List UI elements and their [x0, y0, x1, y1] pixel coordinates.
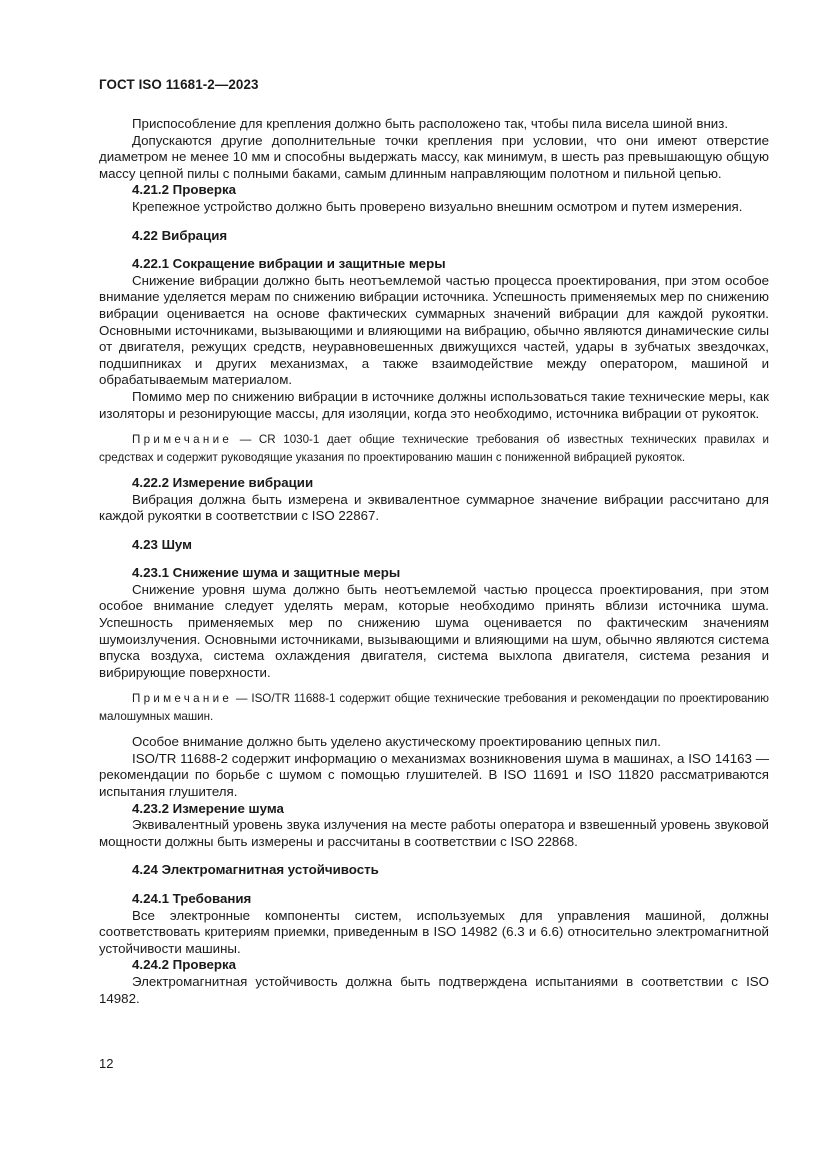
- paragraph: Помимо мер по снижению вибрации в источнике должны использоваться такие технические меры, как изоляторы и резонирующие массы, для изоляции, когда это необходимо, источника вибрации от рукояток.: [99, 388, 769, 421]
- note-text: — ISO/TR 11688-1 содержит общие технические требования и рекомендации по проектированию малошумных машин.: [99, 692, 769, 723]
- paragraph: Все электронные компоненты систем, используемых для управления машиной, должны соответствовать критериям приемки, приведенным в ISO 14982 (6.3 и 6.6) относительно электромагнитной устойчивости машины.: [99, 907, 769, 956]
- section-heading-4-22-2: 4.22.2 Измерение вибрации: [132, 474, 314, 490]
- note-label: Примечание: [132, 692, 233, 706]
- section-heading-4-23: 4.23 Шум: [132, 536, 192, 552]
- section-heading-4-24: 4.24 Электромагнитная устойчивость: [132, 862, 379, 878]
- section-heading-4-24-2: 4.24.2 Проверка: [132, 957, 237, 973]
- paragraph: ISO/TR 11688-2 содержит информацию о механизмах возникновения шума в машинах, а ISO 14163 — рекомендации по борьбе с шумом с помощью глушителей. В ISO 11691 и ISO 11820 рассматриваются испытания глушителя.: [99, 750, 769, 800]
- paragraph: Снижение уровня шума должно быть неотъемлемой частью процесса проектирования, при этом особое внимание следует уделять мерам, которые необходимо принять вблизи источника шума. Успешность применяемых мер по снижению шума оценивается по фактическим значениям шумоизлучения. Основными источниками, вызывающими и влияющими на шум, обычно являются система впуска воздуха, система охлаждения двигателя, система выхлопа двигателя, система резания и вибрирующие поверхности.: [99, 581, 769, 680]
- section-heading-4-24-1: 4.24.1 Требования: [132, 891, 252, 906]
- section-heading-4-21-2: 4.21.2 Проверка: [132, 182, 237, 198]
- paragraph: Вибрация должна быть измерена и эквивалентное суммарное значение вибрации рассчитано для каждой рукоятки в соответствии с ISO 22867.: [99, 491, 769, 524]
- document-body: [99, 116, 769, 1007]
- paragraph: Снижение вибрации должно быть неотъемлемой частью процесса проектирования, при этом особое внимание уделяется мерам по снижению вибрации источника. Успешность применяемых мер по снижению вибрации оценивается на основе фактических суммарных значений вибрации для каждой рукоятки. Основными источниками, вызывающими и влияющими на вибрацию, обычно являются динамические силы от двигателя, режущих средств, неуравновешенных движущихся частей, удары в зубчатых звездочках, подшипниках и других механизмах, а также взаимодействие между оператором, машиной и обрабатываемым материалом.: [99, 272, 769, 388]
- note-label: Примечание: [132, 433, 233, 447]
- paragraph: Крепежное устройство должно быть проверено визуально внешним осмотром и путем измерения.: [132, 198, 743, 214]
- note: [99, 690, 769, 725]
- note-text: — CR 1030-1 дает общие технические требования об известных технических правилах и средствах и содержит руководящие указания по проектированию машин с пониженной вибрацией рукояток.: [99, 433, 769, 464]
- section-heading-4-23-1: 4.23.1 Снижение шума и защитные меры: [132, 565, 401, 581]
- paragraph: Особое внимание должно быть уделено акустическому проектированию цепных пил.: [132, 734, 661, 750]
- document-header: ГОСТ ISO 11681-2—2023: [99, 77, 259, 92]
- paragraph: Приспособление для крепления должно быть расположено так, чтобы пила висела шиной вниз.: [132, 116, 729, 131]
- note: [99, 431, 769, 466]
- paragraph: Электромагнитная устойчивость должна быть подтверждена испытаниями в соответствии с ISO 14982.: [99, 973, 769, 1006]
- paragraph: Допускаются другие дополнительные точки крепления при условии, что они имеют отверстие диаметром не менее 10 мм и способны выдержать массу, как минимум, в шесть раз превышающую общую массу цепной пилы с полными баками, самым длинным направляющим полотном и пильной цепью.: [99, 132, 769, 181]
- section-heading-4-23-2: 4.23.2 Измерение шума: [132, 800, 284, 816]
- paragraph: Эквивалентный уровень звука излучения на месте работы оператора и взвешенный уровень звуковой мощности должны быть измерены и рассчитаны в соответствии с ISO 22868.: [99, 817, 769, 849]
- page-number: 12: [99, 1056, 114, 1071]
- section-heading-4-22: 4.22 Вибрация: [132, 227, 228, 243]
- document-page: [99, 0, 769, 1169]
- section-heading-4-22-1: 4.22.1 Сокращение вибрации и защитные меры: [132, 256, 446, 272]
